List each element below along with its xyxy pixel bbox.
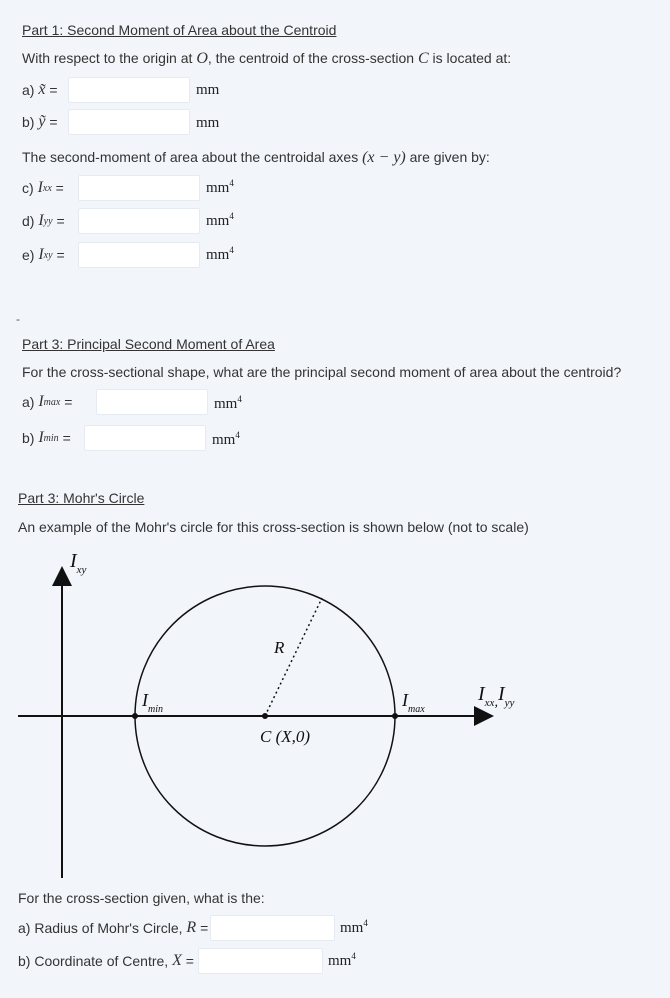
centroid-symbol: C: [417, 50, 429, 67]
centre-point: [262, 713, 268, 719]
ixy-row: [22, 241, 65, 269]
ixy-unit-exp: 4: [229, 245, 234, 255]
imin-input[interactable]: [84, 425, 206, 451]
radius-input[interactable]: [210, 915, 335, 941]
radius-symbol: R: [186, 919, 197, 936]
x-bar-unit: mm: [196, 82, 220, 98]
imin-diagram-symbol: I: [142, 690, 148, 710]
iyy-subscript: yy: [43, 215, 53, 227]
ixx-unit: [206, 178, 234, 197]
iyy-input[interactable]: [78, 208, 200, 234]
imax-symbol: I: [38, 393, 44, 410]
x-bar-input[interactable]: [68, 77, 190, 103]
imin-unit-base: mm: [212, 432, 236, 448]
x-axis-subscript-2: yy: [504, 697, 515, 709]
ixx-unit-exp: 4: [229, 178, 234, 188]
y-bar-letter: b): [22, 114, 35, 130]
imin-unit: [212, 430, 240, 449]
centre-row: [18, 947, 194, 975]
y-axis-symbol: I: [70, 550, 77, 572]
iyy-unit: [206, 211, 234, 230]
ixy-symbol: I: [38, 246, 44, 263]
iyy-letter: d): [22, 213, 35, 229]
imax-diagram-subscript: max: [408, 704, 425, 715]
imin-point: [132, 713, 138, 719]
imax-letter: a): [22, 394, 35, 410]
centre-symbol: X: [172, 952, 182, 969]
radius-unit: [340, 918, 368, 937]
radius-unit-exp: 4: [363, 918, 368, 928]
imax-unit-base: mm: [214, 396, 238, 412]
origin-symbol: O: [196, 50, 208, 67]
imin-equals: =: [62, 430, 71, 446]
radius-unit-base: mm: [340, 920, 364, 936]
y-axis-subscript: xy: [76, 564, 87, 576]
intro-prefix: With respect to the origin at: [22, 50, 193, 66]
y-axis-label: [69, 550, 87, 576]
part3a-question: For the cross-sectional shape, what are the principal second moment of area about the centroid?: [22, 364, 622, 380]
iyy-unit-exp: 4: [229, 211, 234, 221]
ixx-unit-base: mm: [206, 180, 230, 196]
x-axis-label: [477, 683, 514, 710]
ixx-subscript: xx: [42, 182, 52, 194]
imax-point: [392, 713, 398, 719]
imin-unit-exp: 4: [235, 430, 240, 440]
centre-equals: =: [185, 953, 194, 969]
radius-equals: =: [200, 920, 209, 936]
x-axis-subscript-1: xx: [484, 697, 495, 709]
part3a-heading: Part 3: Principal Second Moment of Area: [22, 336, 275, 352]
ixx-letter: c): [22, 180, 34, 196]
ixy-subscript: xy: [43, 249, 53, 261]
part1-heading: Part 1: Second Moment of Area about the Centroid: [22, 22, 337, 38]
centre-prefix: b) Coordinate of Centre,: [18, 953, 169, 969]
ixy-equals: =: [56, 247, 65, 263]
ixx-input[interactable]: [78, 175, 200, 201]
moment-intro: [22, 149, 490, 167]
radius-label: R: [274, 638, 285, 657]
radius-prefix: a) Radius of Mohr's Circle,: [18, 920, 183, 936]
centre-input[interactable]: [198, 948, 323, 974]
intro-middle: , the centroid of the cross-section: [207, 50, 415, 66]
imin-diagram-subscript: min: [148, 704, 163, 715]
centre-unit: [328, 951, 356, 970]
y-bar-unit: mm: [196, 115, 220, 131]
iyy-row: [22, 207, 65, 235]
part3b-heading: Part 3: Mohr's Circle: [18, 490, 145, 506]
x-bar-symbol: x̃: [38, 81, 46, 98]
radius-row: [18, 914, 208, 942]
imax-diagram-label: [401, 690, 425, 715]
centre-unit-base: mm: [328, 953, 352, 969]
centre-label: C (X,0): [260, 727, 311, 746]
moment-intro-prefix: The second-moment of area about the centroidal axes: [22, 149, 359, 165]
imax-input[interactable]: [96, 389, 208, 415]
y-bar-equals: =: [49, 114, 58, 130]
moment-intro-axes: (x − y): [362, 149, 406, 166]
intro-suffix: is located at:: [432, 50, 512, 66]
y-bar-symbol: ỹ: [38, 113, 46, 130]
y-bar-input[interactable]: [68, 109, 190, 135]
iyy-unit-base: mm: [206, 213, 230, 229]
separator-dash: -: [16, 312, 20, 326]
x-axis-symbol-2: I: [497, 683, 505, 705]
ixx-symbol: I: [37, 179, 43, 196]
radius-line: [265, 598, 322, 716]
part3b-question: For the cross-section given, what is the:: [18, 890, 265, 906]
x-bar-letter: a): [22, 82, 35, 98]
imin-symbol: I: [38, 429, 44, 446]
imin-letter: b): [22, 430, 35, 446]
moment-intro-suffix: are given by:: [409, 149, 490, 165]
imax-unit-exp: 4: [237, 394, 242, 404]
mohr-circle-diagram: [0, 540, 670, 885]
ixy-letter: e): [22, 247, 35, 263]
x-bar-equals: =: [49, 82, 58, 98]
ixy-unit: [206, 245, 234, 264]
part1-intro: [22, 50, 511, 68]
x-axis-separator: ,: [494, 695, 498, 710]
imin-diagram-label: [141, 690, 163, 715]
imax-row: [22, 388, 72, 416]
imin-subscript: min: [43, 432, 59, 444]
imax-unit: [214, 394, 242, 413]
ixx-equals: =: [55, 180, 64, 196]
imax-equals: =: [64, 394, 73, 410]
centre-unit-exp: 4: [351, 951, 356, 961]
imax-subscript: max: [43, 396, 61, 408]
iyy-equals: =: [56, 213, 65, 229]
imin-row: [22, 424, 71, 452]
ixy-input[interactable]: [78, 242, 200, 268]
iyy-symbol: I: [38, 212, 44, 229]
ixx-row: [22, 174, 64, 202]
y-bar-row: [22, 108, 58, 136]
x-axis-symbol-1: I: [478, 683, 485, 705]
ixy-unit-base: mm: [206, 247, 230, 263]
part3b-intro: An example of the Mohr's circle for this cross-section is shown below (not to scale): [18, 519, 529, 535]
imax-diagram-symbol: I: [402, 690, 408, 710]
x-bar-row: [22, 76, 58, 104]
